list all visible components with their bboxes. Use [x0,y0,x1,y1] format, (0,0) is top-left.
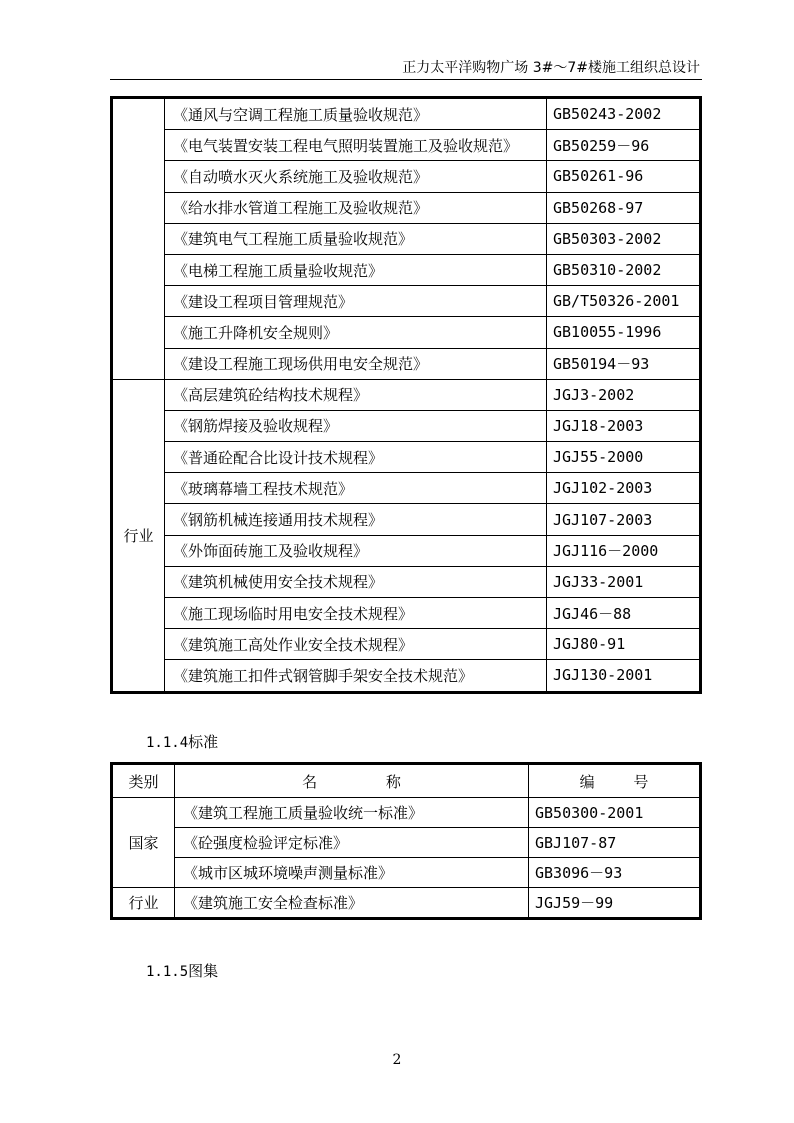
document-name-cell: 《自动喷水灭火系统施工及验收规范》 [165,161,547,192]
table-row [112,192,701,223]
document-name-cell: 《建筑施工高处作业安全技术规程》 [165,629,547,660]
document-code-cell: JGJ59－99 [529,888,701,919]
document-name-cell: 《建筑电气工程施工质量验收规范》 [165,223,547,254]
header-code [529,764,701,798]
table-row [112,161,701,192]
document-code-cell: JGJ130-2001 [547,660,701,692]
document-name-cell: 《建设工程项目管理规范》 [165,286,547,317]
document-code-cell: JGJ18-2003 [547,410,701,441]
table-row [112,98,701,130]
regulations-table-body [112,98,701,693]
document-name-cell: 《钢筋焊接及验收规程》 [165,410,547,441]
table-row [112,535,701,566]
table-row [112,348,701,379]
table-row [112,828,701,858]
document-name-cell: 《建筑工程施工质量验收统一标准》 [175,798,529,828]
table-row [112,130,701,161]
document-code-cell: GB/T50326-2001 [547,286,701,317]
regulations-table [110,96,702,694]
section-number: 1.1.5 [146,964,189,980]
document-code-cell: JGJ55-2000 [547,442,701,473]
section-heading-standards [146,731,218,752]
table-row [112,888,701,919]
document-name-cell: 《电梯工程施工质量验收规范》 [165,254,547,285]
document-code-cell: GB50243-2002 [547,98,701,130]
document-code-cell: JGJ33-2001 [547,566,701,597]
document-code-cell: GBJ107-87 [529,828,701,858]
table-row [112,442,701,473]
table-row [112,473,701,504]
document-name-cell: 《通风与空调工程施工质量验收规范》 [165,98,547,130]
document-name-cell: 《施工现场临时用电安全技术规程》 [165,598,547,629]
document-name-cell: 《砼强度检验评定标准》 [175,828,529,858]
table-row [112,317,701,348]
document-name-cell: 《普通砼配合比设计技术规程》 [165,442,547,473]
page-number: 2 [392,1052,402,1068]
document-name-cell: 《建筑施工扣件式钢管脚手架安全技术规范》 [165,660,547,692]
section-title: 标准 [188,733,219,751]
document-code-cell: JGJ80-91 [547,629,701,660]
header-category: 类别 [112,764,175,798]
document-code-cell: JGJ46－88 [547,598,701,629]
category-cell: 国家 [112,798,175,888]
section-title: 图集 [188,962,219,980]
document-code-cell: GB50194－93 [547,348,701,379]
document-name-cell: 《电气装置安装工程电气照明装置施工及验收规范》 [165,130,547,161]
table-row [112,858,701,888]
document-code-cell: GB3096－93 [529,858,701,888]
document-name-cell: 《建筑机械使用安全技术规程》 [165,566,547,597]
table-row [112,660,701,692]
document-name-cell: 《给水排水管道工程施工及验收规范》 [165,192,547,223]
document-code-cell: JGJ116－2000 [547,535,701,566]
table-row [112,223,701,254]
document-code-cell: JGJ107-2003 [547,504,701,535]
category-cell: 行业 [112,379,165,692]
document-name-cell: 《施工升降机安全规则》 [165,317,547,348]
document-name-cell: 《城市区城环境噪声测量标准》 [175,858,529,888]
document-code-cell: GB50259－96 [547,130,701,161]
document-code-cell: GB50303-2002 [547,223,701,254]
header-divider [110,79,702,80]
document-name-cell: 《高层建筑砼结构技术规程》 [165,379,547,410]
header-code-text: 编 号 [579,772,649,791]
document-name-cell: 《玻璃幕墙工程技术规范》 [165,473,547,504]
header-name [175,764,529,798]
standards-table-header-row [112,764,701,798]
document-code-cell: JGJ3-2002 [547,379,701,410]
document-name-cell: 《建设工程施工现场供用电安全规范》 [165,348,547,379]
document-name-cell: 《外饰面砖施工及验收规程》 [165,535,547,566]
page-header-title: 正力太平洋购物广场 3#～7#楼施工组织总设计 [402,60,700,76]
section-heading-atlas [146,960,218,981]
table-row [112,798,701,828]
table-row [112,379,701,410]
table-row [112,410,701,441]
table-row [112,566,701,597]
table-row [112,504,701,535]
document-code-cell: GB50310-2002 [547,254,701,285]
category-cell: 行业 [112,888,175,919]
document-code-cell: GB10055-1996 [547,317,701,348]
document-code-cell: JGJ102-2003 [547,473,701,504]
header-name-text: 名 称 [302,772,401,791]
document-code-cell: GB50261-96 [547,161,701,192]
document-name-cell: 《钢筋机械连接通用技术规程》 [165,504,547,535]
category-cell [112,98,165,380]
document-code-cell: GB50300-2001 [529,798,701,828]
standards-table-body [112,798,701,919]
section-number: 1.1.4 [146,735,189,751]
table-row [112,629,701,660]
standards-table [110,762,702,920]
table-row [112,598,701,629]
document-code-cell: GB50268-97 [547,192,701,223]
document-name-cell: 《建筑施工安全检查标准》 [175,888,529,919]
table-row [112,286,701,317]
table-row [112,254,701,285]
